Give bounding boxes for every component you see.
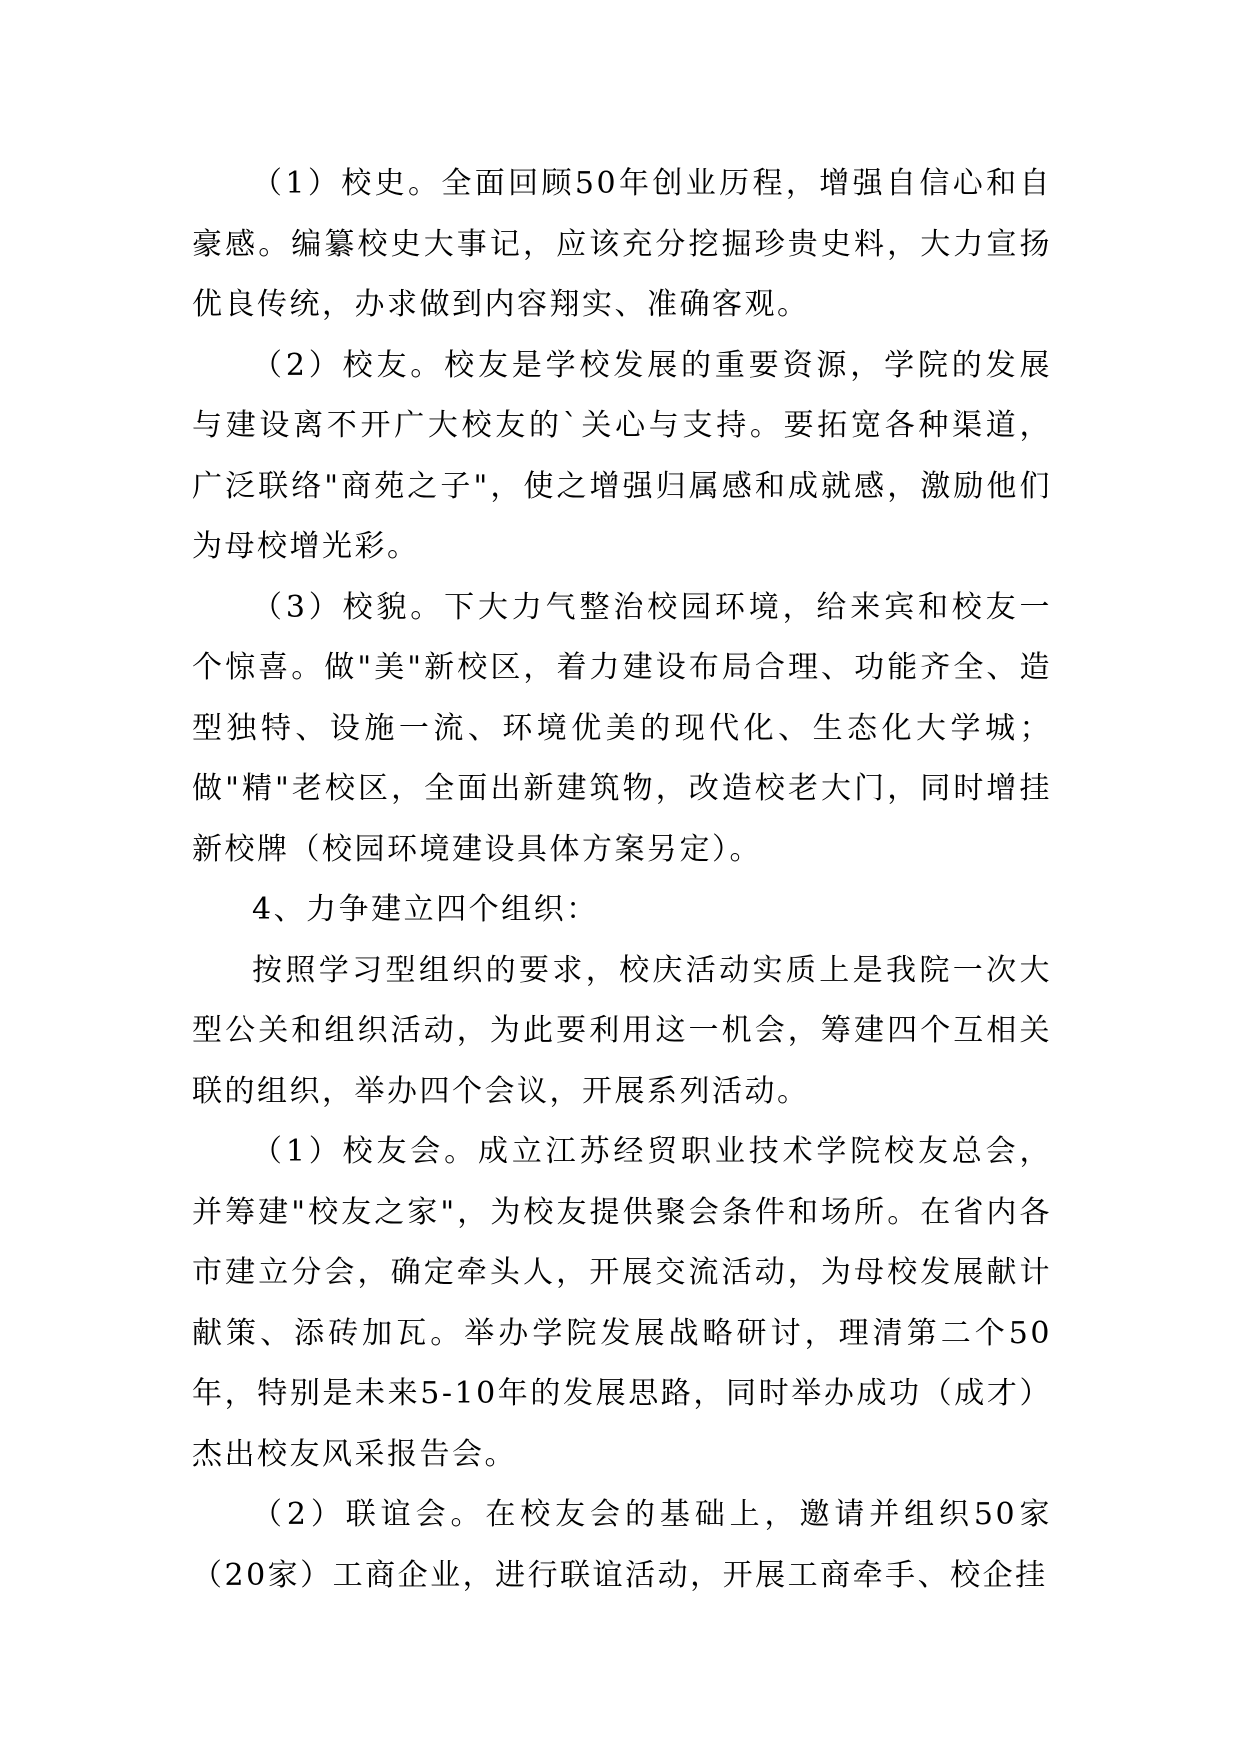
paragraph-campus-appearance: （3）校貌。下大力气整治校园环境，给来宾和校友一个惊喜。做"美"新校区，着力建设布局合理、功能齐全、造型独特、设施一流、环境优美的现代化、生态化大学城；做"精"老校区，全面出新建筑物，改造校老大门，同时增挂新校牌（校园环境建设具体方案另定）。 bbox=[192, 589, 1052, 867]
paragraph-learning-organization: 按照学习型组织的要求，校庆活动实质上是我院一次大型公关和组织活动，为此要利用这一机会，筹建四个互相关联的组织，举办四个会议，开展系列活动。 bbox=[192, 952, 1052, 1109]
paragraph-school-history: （1）校史。全面回顾50年创业历程，增强自信心和自豪感。编纂校史大事记，应该充分挖掘珍贵史料，大力宣扬优良传统，办求做到内容翔实、准确客观。 bbox=[192, 166, 1052, 322]
paragraph-four-organizations-heading: 4、力争建立四个组织： bbox=[252, 892, 599, 927]
paragraph-friendship-association: （2）联谊会。在校友会的基础上，邀请并组织50家（20家）工商企业，进行联谊活动，开展工商牵手、校企挂 bbox=[192, 1497, 1052, 1593]
paragraph-alumni-association: （1）校友会。成立江苏经贸职业技术学院校友总会，并筹建"校友之家"，为校友提供聚会条件和场所。在省内各市建立分会，确定牵头人，开展交流活动，为母校发展献计献策、添砖加瓦。举办学院发展战略研讨，理清第二个50年，特别是未来5-10年的发展思路，同时举办成功（成才）杰出校友风采报告会。 bbox=[192, 1134, 1052, 1472]
paragraph-alumni: （2）校友。校友是学校发展的重要资源，学院的发展与建设离不开广大校友的`关心与支持。要拓宽各种渠道，广泛联络"商苑之子"，使之增强归属感和成就感，激励他们为母校增光彩。 bbox=[192, 347, 1052, 564]
document-body bbox=[192, 154, 1052, 1606]
